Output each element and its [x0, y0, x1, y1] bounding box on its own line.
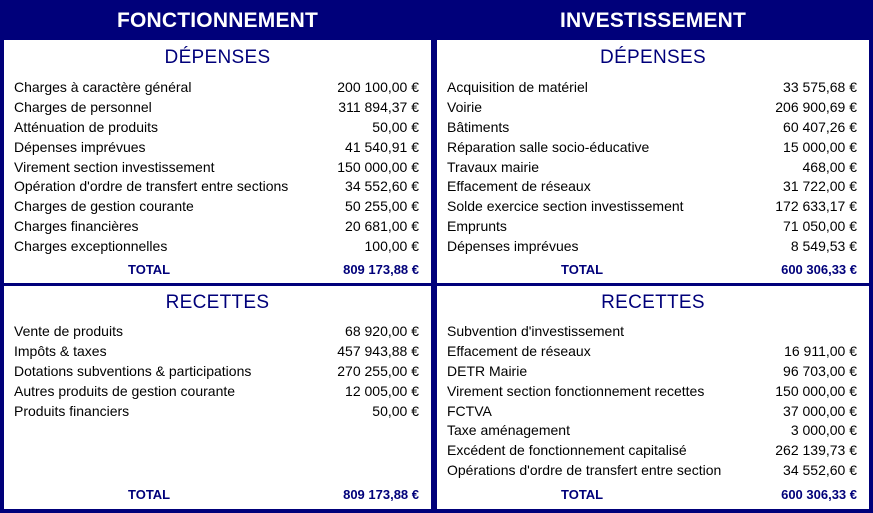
list-item — [14, 117, 419, 137]
item-value: 100,00 € — [364, 238, 419, 255]
item-label: Dépenses imprévues — [14, 138, 146, 155]
depenses-list — [447, 77, 857, 256]
item-value: 37 000,00 € — [783, 402, 857, 419]
total-row — [14, 485, 419, 503]
item-label: Atténuation de produits — [14, 118, 158, 135]
list-item — [14, 361, 419, 381]
item-label: Effacement de réseaux — [447, 178, 591, 195]
item-label: Taxe aménagement — [447, 422, 570, 439]
list-item — [447, 137, 857, 157]
investissement-header: INVESTISSEMENT — [560, 9, 746, 32]
item-value: 172 633,17 € — [775, 198, 857, 215]
list-item — [14, 137, 419, 157]
item-value: 33 575,68 € — [783, 78, 857, 95]
total-value: 809 173,88 € — [343, 261, 419, 277]
item-label: Dépenses imprévues — [447, 238, 579, 255]
item-label: Virement section investissement — [14, 158, 215, 175]
list-item — [447, 420, 857, 440]
list-item — [447, 97, 857, 117]
item-value: 16 911,00 € — [784, 342, 857, 359]
list-item — [447, 460, 857, 480]
item-label: Effacement de réseaux — [447, 342, 591, 359]
list-item — [14, 157, 419, 177]
item-label: Excédent de fonctionnement capitalisé — [447, 442, 687, 459]
fonctionnement-depenses-panel — [3, 39, 432, 284]
list-item — [447, 440, 857, 460]
item-value: 20 681,00 € — [345, 218, 419, 235]
item-value: 3 000,00 € — [790, 422, 857, 439]
investissement-recettes-panel — [436, 285, 870, 510]
list-item — [447, 381, 857, 401]
item-label: Vente de produits — [14, 322, 123, 339]
item-label: Charges à caractère général — [14, 78, 192, 95]
item-value: 262 139,73 € — [775, 442, 857, 459]
item-label: Subvention d'investissement — [447, 322, 624, 339]
total-label: TOTAL — [561, 261, 604, 277]
item-label: Charges de personnel — [14, 98, 152, 115]
section-title: DÉPENSES — [600, 47, 706, 68]
fonctionnement-header: FONCTIONNEMENT — [116, 9, 319, 32]
item-label: Produits financiers — [14, 402, 130, 419]
list-item — [447, 361, 857, 381]
list-item — [447, 321, 857, 341]
section-title: RECETTES — [165, 292, 270, 313]
item-value: 12 005,00 € — [345, 382, 419, 399]
list-item — [14, 341, 419, 361]
item-value: 206 900,69 € — [775, 98, 857, 115]
fonctionnement-recettes-panel — [3, 285, 432, 510]
item-value: 200 100,00 € — [337, 78, 419, 95]
list-item — [447, 196, 857, 216]
item-label: Travaux mairie — [447, 158, 540, 175]
total-value: 600 306,33 € — [781, 486, 857, 502]
item-value: 34 552,60 € — [345, 178, 419, 195]
item-label: Opération d'ordre de transfert entre sections — [14, 178, 289, 195]
item-label: Impôts & taxes — [14, 342, 107, 359]
item-value: 8 549,53 € — [790, 238, 857, 255]
item-value: 15 000,00 € — [783, 138, 857, 155]
total-row — [447, 485, 857, 503]
total-row — [447, 260, 857, 278]
item-value: 468,00 € — [802, 158, 857, 175]
list-item — [447, 176, 857, 196]
list-item — [447, 341, 857, 361]
list-item — [447, 236, 857, 256]
item-label: Autres produits de gestion courante — [14, 382, 236, 399]
item-label: Acquisition de matériel — [447, 78, 588, 95]
item-label: Voirie — [447, 98, 483, 115]
total-value: 809 173,88 € — [343, 486, 419, 502]
investissement-depenses-panel — [436, 39, 870, 284]
item-value: 71 050,00 € — [783, 218, 857, 235]
recettes-list — [447, 321, 857, 480]
list-item — [447, 117, 857, 137]
list-item — [14, 216, 419, 236]
item-value: 50,00 € — [372, 402, 419, 419]
section-title: RECETTES — [601, 292, 705, 313]
item-label: Charges financières — [14, 218, 139, 235]
recettes-list — [14, 321, 419, 420]
item-label: Virement section fonctionnement recettes — [447, 382, 705, 399]
item-value: 41 540,91 € — [345, 138, 419, 155]
item-value: 150 000,00 € — [775, 382, 857, 399]
item-label: Réparation salle socio-éducative — [447, 138, 650, 155]
list-item — [447, 77, 857, 97]
list-item — [14, 97, 419, 117]
item-value: 31 722,00 € — [783, 178, 857, 195]
item-value: 50 255,00 € — [345, 198, 419, 215]
item-label: Emprunts — [447, 218, 507, 235]
item-value: 270 255,00 € — [337, 362, 419, 379]
list-item — [447, 157, 857, 177]
item-value: 34 552,60 € — [783, 462, 857, 479]
list-item — [14, 196, 419, 216]
item-label: DETR Mairie — [447, 362, 528, 379]
item-value: 150 000,00 € — [337, 158, 419, 175]
list-item — [14, 401, 419, 421]
item-label: Solde exercice section investissement — [447, 198, 684, 215]
total-row — [14, 260, 419, 278]
item-label: FCTVA — [447, 402, 492, 419]
list-item — [447, 216, 857, 236]
item-label: Bâtiments — [447, 118, 510, 135]
list-item — [14, 236, 419, 256]
item-value: 68 920,00 € — [345, 322, 419, 339]
list-item — [14, 176, 419, 196]
section-title: DÉPENSES — [164, 47, 271, 68]
list-item — [14, 381, 419, 401]
item-label: Opérations d'ordre de transfert entre section — [447, 462, 722, 479]
total-value: 600 306,33 € — [781, 261, 857, 277]
item-label: Dotations subventions & participations — [14, 362, 252, 379]
depenses-list — [14, 77, 419, 256]
item-label: Charges de gestion courante — [14, 198, 194, 215]
total-label: TOTAL — [128, 261, 171, 277]
item-value: 60 407,26 € — [783, 118, 857, 135]
total-label: TOTAL — [561, 486, 604, 502]
item-value: 311 894,37 € — [338, 98, 419, 115]
item-value: 50,00 € — [372, 118, 419, 135]
total-label: TOTAL — [128, 486, 171, 502]
list-item — [14, 77, 419, 97]
item-value: 457 943,88 € — [337, 342, 419, 359]
item-value: 96 703,00 € — [783, 362, 857, 379]
list-item — [14, 321, 419, 341]
list-item — [447, 401, 857, 421]
item-label: Charges exceptionnelles — [14, 238, 168, 255]
